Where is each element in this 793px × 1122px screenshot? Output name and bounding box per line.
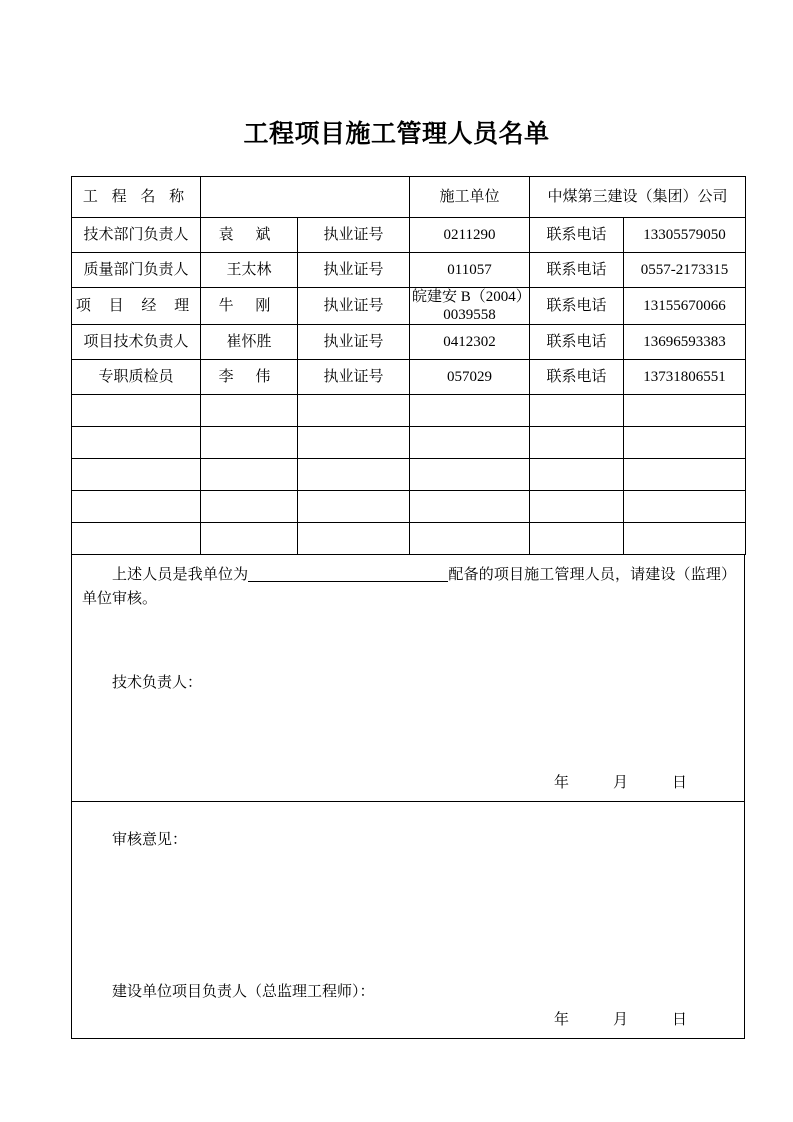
- cell-phone[interactable]: 13731806551: [624, 360, 746, 395]
- license-no-line-1: 皖建安 B（2004）: [412, 289, 531, 305]
- cell-name[interactable]: 牛 刚: [201, 288, 298, 325]
- cell-phone-label: 联系电话: [530, 325, 624, 360]
- cell-name[interactable]: 李 伟: [201, 360, 298, 395]
- license-no-line-2: 0039558: [443, 307, 496, 323]
- cell-license-no[interactable]: 0211290: [410, 218, 530, 253]
- cell-license-no[interactable]: [410, 427, 530, 459]
- table-row: [72, 253, 746, 288]
- table-row: [72, 288, 746, 325]
- cell-name[interactable]: 崔怀胜: [201, 325, 298, 360]
- cell-phone-label[interactable]: [530, 459, 624, 491]
- cell-license-label[interactable]: [298, 523, 410, 555]
- tech-leader-signature-label: 技术负责人：: [112, 675, 203, 691]
- cell-role: 质量部门负责人: [72, 253, 201, 288]
- table-row: [72, 325, 746, 360]
- cell-phone-label[interactable]: [530, 427, 624, 459]
- cell-phone[interactable]: [624, 491, 746, 523]
- owner-signature-label: 建设单位项目负责人（总监理工程师）：: [112, 984, 375, 1000]
- cell-name[interactable]: [201, 395, 298, 427]
- cell-license-label[interactable]: [298, 459, 410, 491]
- cell-phone[interactable]: 13305579050: [624, 218, 746, 253]
- cell-phone[interactable]: 0557-2173315: [624, 253, 746, 288]
- table-row-project: [72, 177, 746, 218]
- personnel-form: [71, 176, 745, 1039]
- date-year-label: 年: [554, 1012, 570, 1028]
- cell-role[interactable]: [72, 491, 201, 523]
- cell-license-no[interactable]: [410, 288, 530, 325]
- table-row: [72, 360, 746, 395]
- cell-license-label: 执业证号: [298, 360, 410, 395]
- cell-phone-label: 联系电话: [530, 288, 624, 325]
- cell-phone-label[interactable]: [530, 395, 624, 427]
- cell-license-label[interactable]: [298, 491, 410, 523]
- cell-license-no[interactable]: 011057: [410, 253, 530, 288]
- cell-phone-label[interactable]: [530, 523, 624, 555]
- cell-role[interactable]: [72, 427, 201, 459]
- cell-license-label: 执业证号: [298, 218, 410, 253]
- cell-contractor-label: 施工单位: [410, 177, 530, 218]
- cell-license-no[interactable]: [410, 395, 530, 427]
- table-row-empty: [72, 459, 746, 491]
- cell-phone-label[interactable]: [530, 491, 624, 523]
- cell-role[interactable]: [72, 523, 201, 555]
- cell-project-name-value[interactable]: [201, 177, 410, 218]
- cell-phone-label: 联系电话: [530, 360, 624, 395]
- cell-phone[interactable]: 13696593383: [624, 325, 746, 360]
- review-opinion-label: 审核意见：: [112, 832, 188, 848]
- statement-block: [71, 555, 745, 802]
- table-row-empty: [72, 427, 746, 459]
- cell-name[interactable]: [201, 491, 298, 523]
- cell-phone-label: 联系电话: [530, 253, 624, 288]
- cell-name[interactable]: 袁 斌: [201, 218, 298, 253]
- cell-license-no[interactable]: [410, 459, 530, 491]
- statement-date-line: [554, 773, 687, 793]
- cell-role: 技术部门负责人: [72, 218, 201, 253]
- cell-license-label[interactable]: [298, 395, 410, 427]
- cell-name[interactable]: [201, 427, 298, 459]
- cell-license-label: 执业证号: [298, 253, 410, 288]
- cell-phone[interactable]: [624, 395, 746, 427]
- cell-phone[interactable]: [624, 427, 746, 459]
- cell-phone-label: 联系电话: [530, 218, 624, 253]
- page-title: 工程项目施工管理人员名单: [243, 120, 550, 148]
- cell-license-no[interactable]: 057029: [410, 360, 530, 395]
- cell-license-no[interactable]: 0412302: [410, 325, 530, 360]
- review-block: [71, 802, 745, 1039]
- cell-name[interactable]: 王太林: [201, 253, 298, 288]
- statement-text-before: 上述人员是我单位为: [112, 567, 249, 583]
- review-date-line: [554, 1010, 687, 1030]
- cell-name[interactable]: [201, 459, 298, 491]
- table-row-empty: [72, 523, 746, 555]
- cell-phone[interactable]: 13155670066: [624, 288, 746, 325]
- cell-license-no[interactable]: [410, 523, 530, 555]
- statement-blank-field[interactable]: [248, 565, 448, 582]
- cell-license-label: 执业证号: [298, 325, 410, 360]
- cell-license-label: 执业证号: [298, 288, 410, 325]
- table-row: [72, 218, 746, 253]
- cell-role: 项目技术负责人: [72, 325, 201, 360]
- table-row-empty: [72, 395, 746, 427]
- date-month-label: 月: [613, 1012, 629, 1028]
- date-day-label: 日: [672, 775, 688, 791]
- cell-project-name-label: 工 程 名 称: [72, 177, 201, 218]
- cell-role[interactable]: [72, 395, 201, 427]
- table-row-empty: [72, 491, 746, 523]
- cell-role[interactable]: [72, 459, 201, 491]
- cell-phone[interactable]: [624, 459, 746, 491]
- cell-name[interactable]: [201, 523, 298, 555]
- date-month-label: 月: [613, 775, 629, 791]
- personnel-table: [71, 176, 746, 555]
- date-day-label: 日: [672, 1012, 688, 1028]
- cell-contractor-value[interactable]: 中煤第三建设（集团）公司: [530, 177, 746, 218]
- cell-license-label[interactable]: [298, 427, 410, 459]
- cell-role: 项 目 经 理: [72, 288, 201, 325]
- date-year-label: 年: [554, 775, 570, 791]
- cell-role: 专职质检员: [72, 360, 201, 395]
- cell-phone[interactable]: [624, 523, 746, 555]
- cell-license-no[interactable]: [410, 491, 530, 523]
- statement-text-after: 配备的项目施工管理人员，请建设（监理）单位审核。: [82, 567, 736, 607]
- statement-text: [82, 563, 736, 611]
